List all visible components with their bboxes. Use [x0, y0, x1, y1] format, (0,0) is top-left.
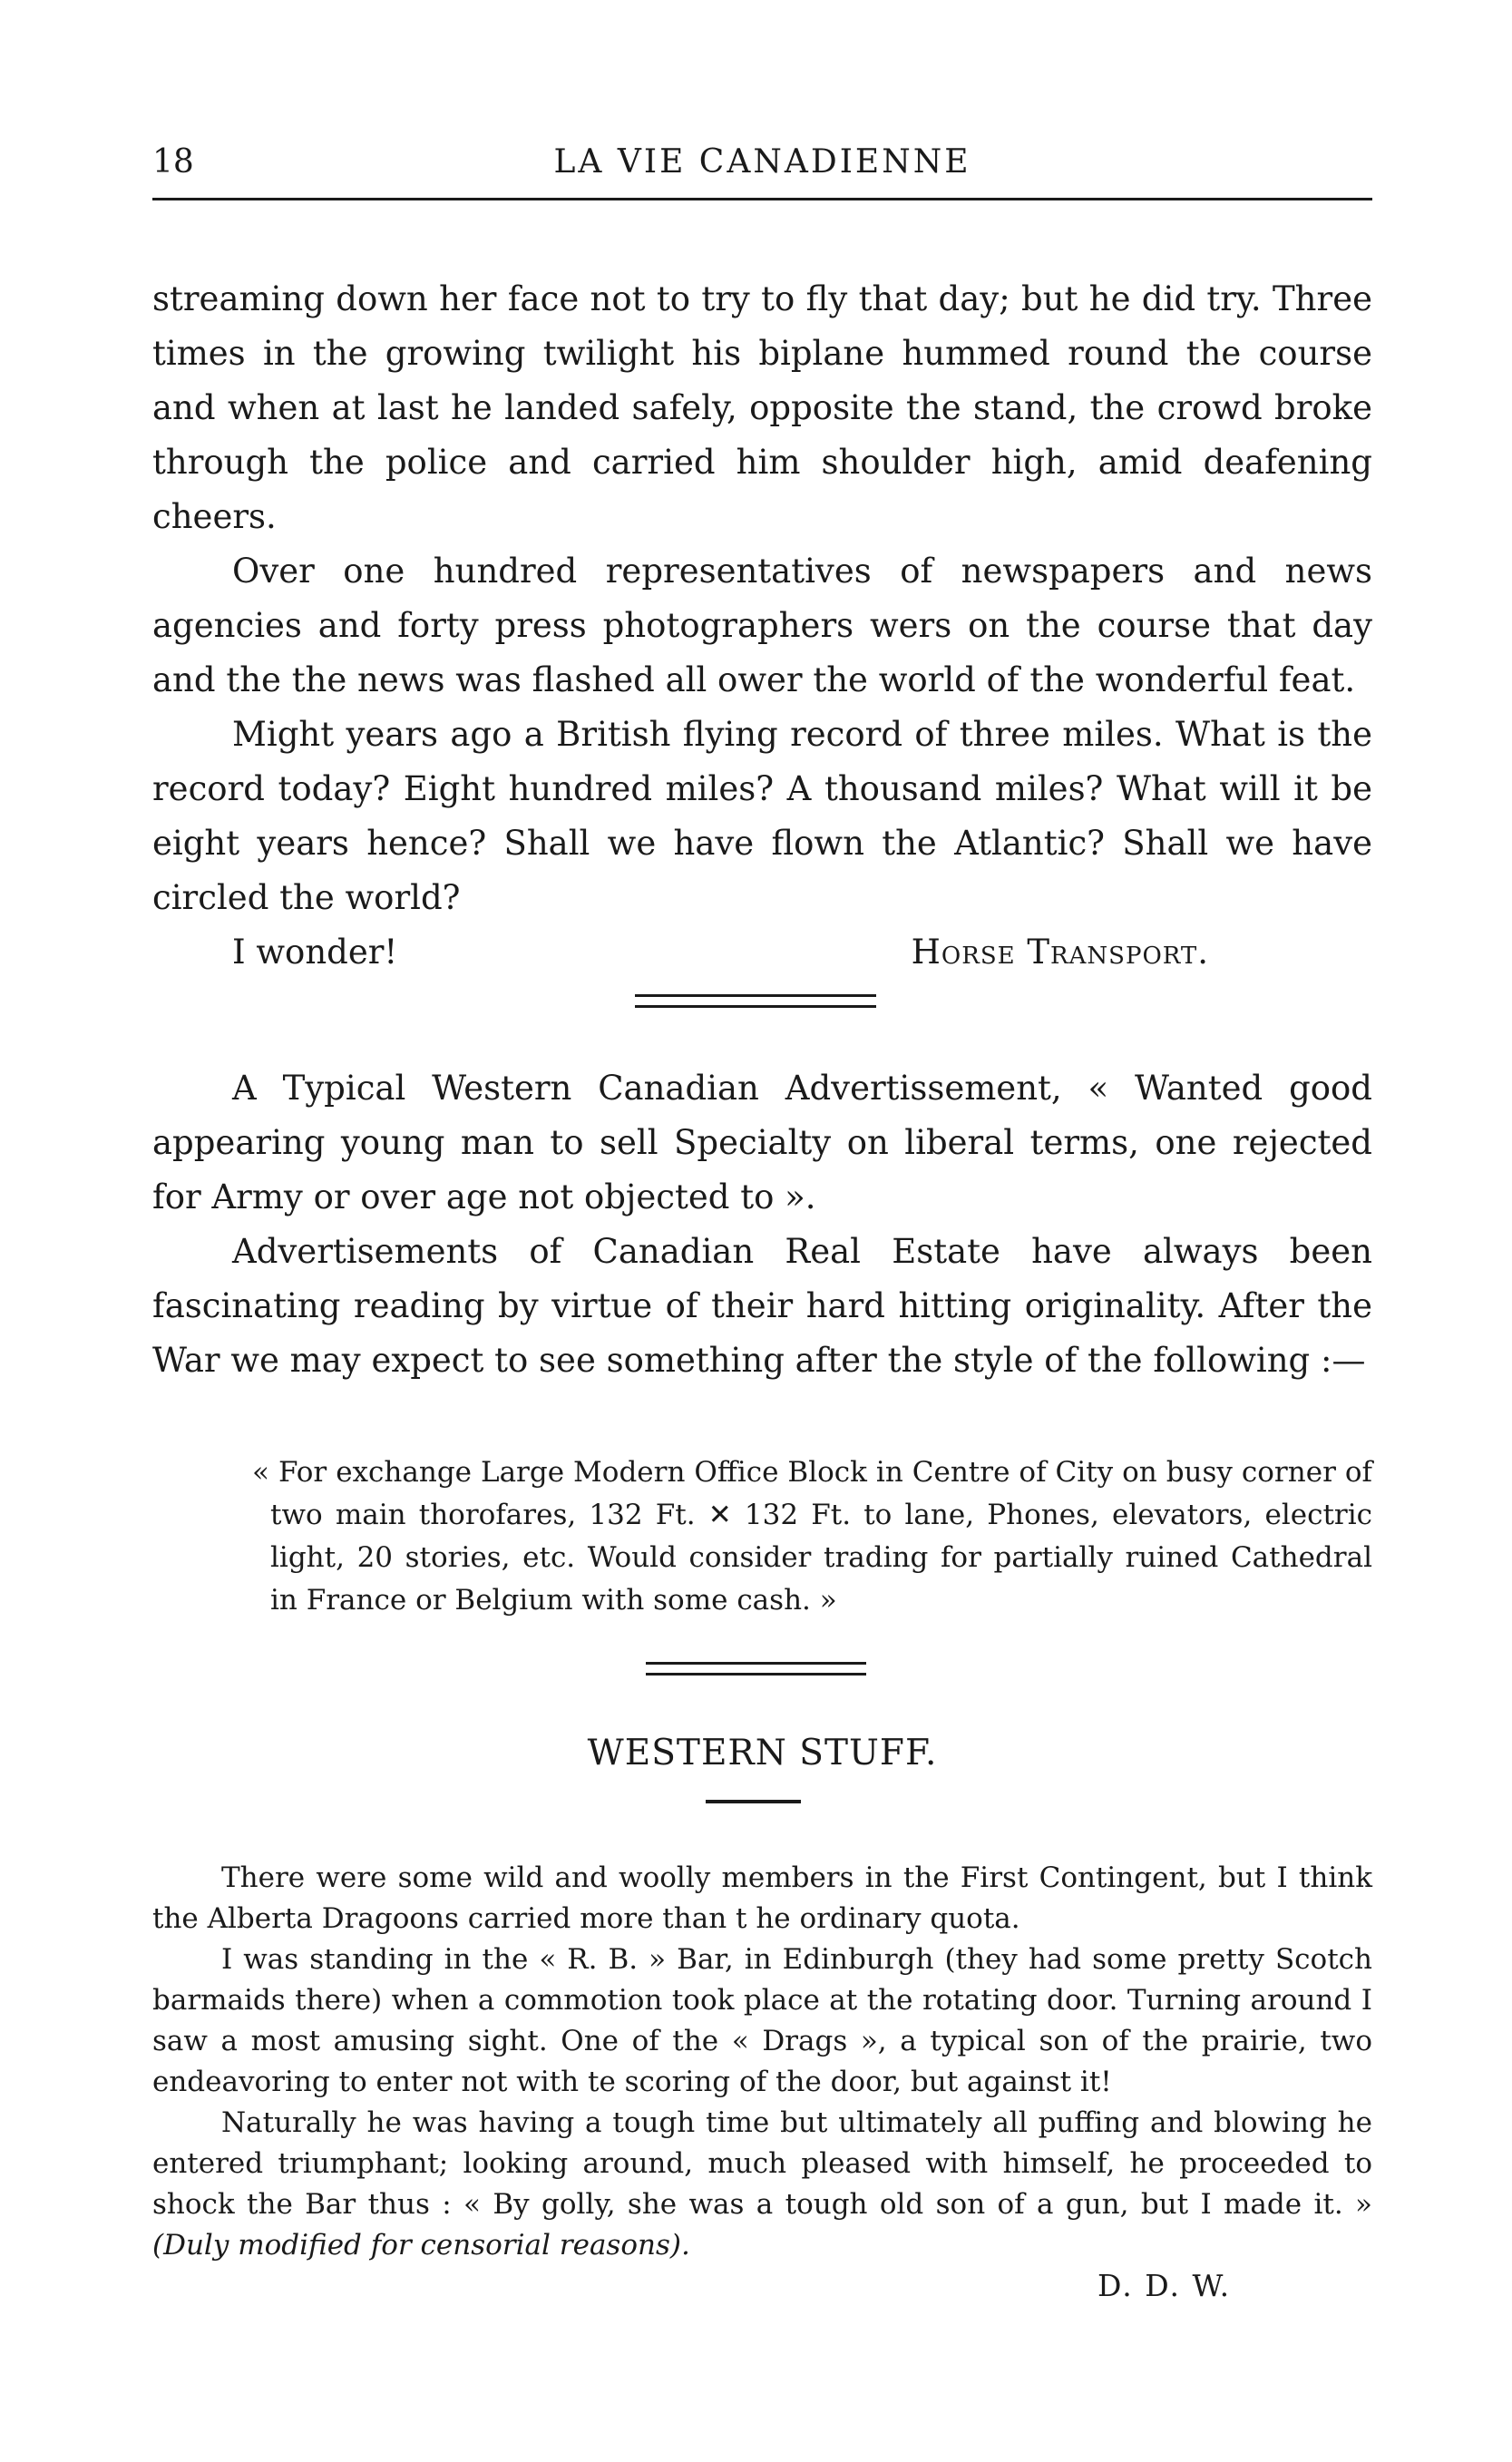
header-rule	[152, 198, 1372, 200]
article-aviation	[152, 272, 1372, 980]
running-title: LA VIE CANADIENNE	[553, 143, 971, 181]
paragraph: Might years ago a British flying record of three miles. What is the record today? Eight hundred miles? A thousand miles? What will it be eight years hence? Shall we have flown the Atlantic? Shall we have circled the world?	[152, 715, 1372, 917]
closing-line: I wonder!	[232, 933, 398, 972]
author-initials: D. D. W.	[1097, 2268, 1232, 2303]
author-signature: Horse Transport.	[911, 933, 1209, 972]
page-header	[152, 136, 1372, 191]
page-number: 18	[152, 143, 194, 181]
closing-row	[152, 925, 1372, 980]
paragraph: I was standing in the « R. B. » Bar, in Edinburgh (they had some pretty Scotch barmaids there) when a commotion took place at the rotating door. Turning around I saw a most amusing sight. One of the « Drags », a typical son of the prairie, two endeavoring to enter not with te scoring of the door, but against it!	[152, 1943, 1372, 2098]
paragraph: Over one hundred representatives of newspapers and news agencies and forty press photographers wers on the course that day and the the news was flashed all ower the world of the wonderful feat.	[152, 552, 1372, 699]
paragraph: Advertisements of Canadian Real Estate have always been fascinating reading by virtue of their hard hitting originality. After the War we may expect to see something after the style of the following :—	[152, 1232, 1372, 1380]
paragraph: A Typical Western Canadian Advertissement, « Wanted good appearing young man to sell Specialty on liberal terms, one rejected for Army or over age not objected to ».	[152, 1069, 1372, 1216]
article-advertisement	[152, 1061, 1372, 1388]
advertisement-quote	[252, 1451, 1372, 1622]
paragraph: There were some wild and woolly members in the First Contingent, but I think the Alberta Dragoons carried more than t he ordinary quota.	[152, 1861, 1372, 1935]
quote-text: « For exchange Large Modern Office Block in Centre of City on busy corner of two main thorofares, 132 Ft. ✕ 132 Ft. to lane, Phones, elevators, electric light, 20 stories, etc. Would consider trading for partially ruined Cathedral in France or Belgium with some cash. »	[252, 1456, 1372, 1617]
editorial-note: (Duly modified for censorial reasons).	[152, 2229, 690, 2262]
paragraph: streaming down her face not to try to fly that day; but he did try. Three times in the growing twilight his biplane hummed round the course and when at last he landed safely, opposite the stand, the crowd broke through the police and carried him shoulder high, amid deafening cheers.	[152, 279, 1372, 536]
title-rule	[706, 1800, 801, 1803]
section-divider	[635, 994, 876, 1008]
paragraph-text: Naturally he was having a tough time but ultimately all puffing and blowing he entered triumphant; looking around, much pleased with himself, he proceeded to shock the Bar thus : « By golly, she was a tough old son of a gun, but I made it. »	[152, 2106, 1372, 2221]
section-title: WESTERN STUFF.	[587, 1733, 938, 1773]
paragraph	[152, 2103, 1372, 2266]
article-western-stuff	[152, 1858, 1372, 2266]
section-divider	[646, 1662, 866, 1676]
